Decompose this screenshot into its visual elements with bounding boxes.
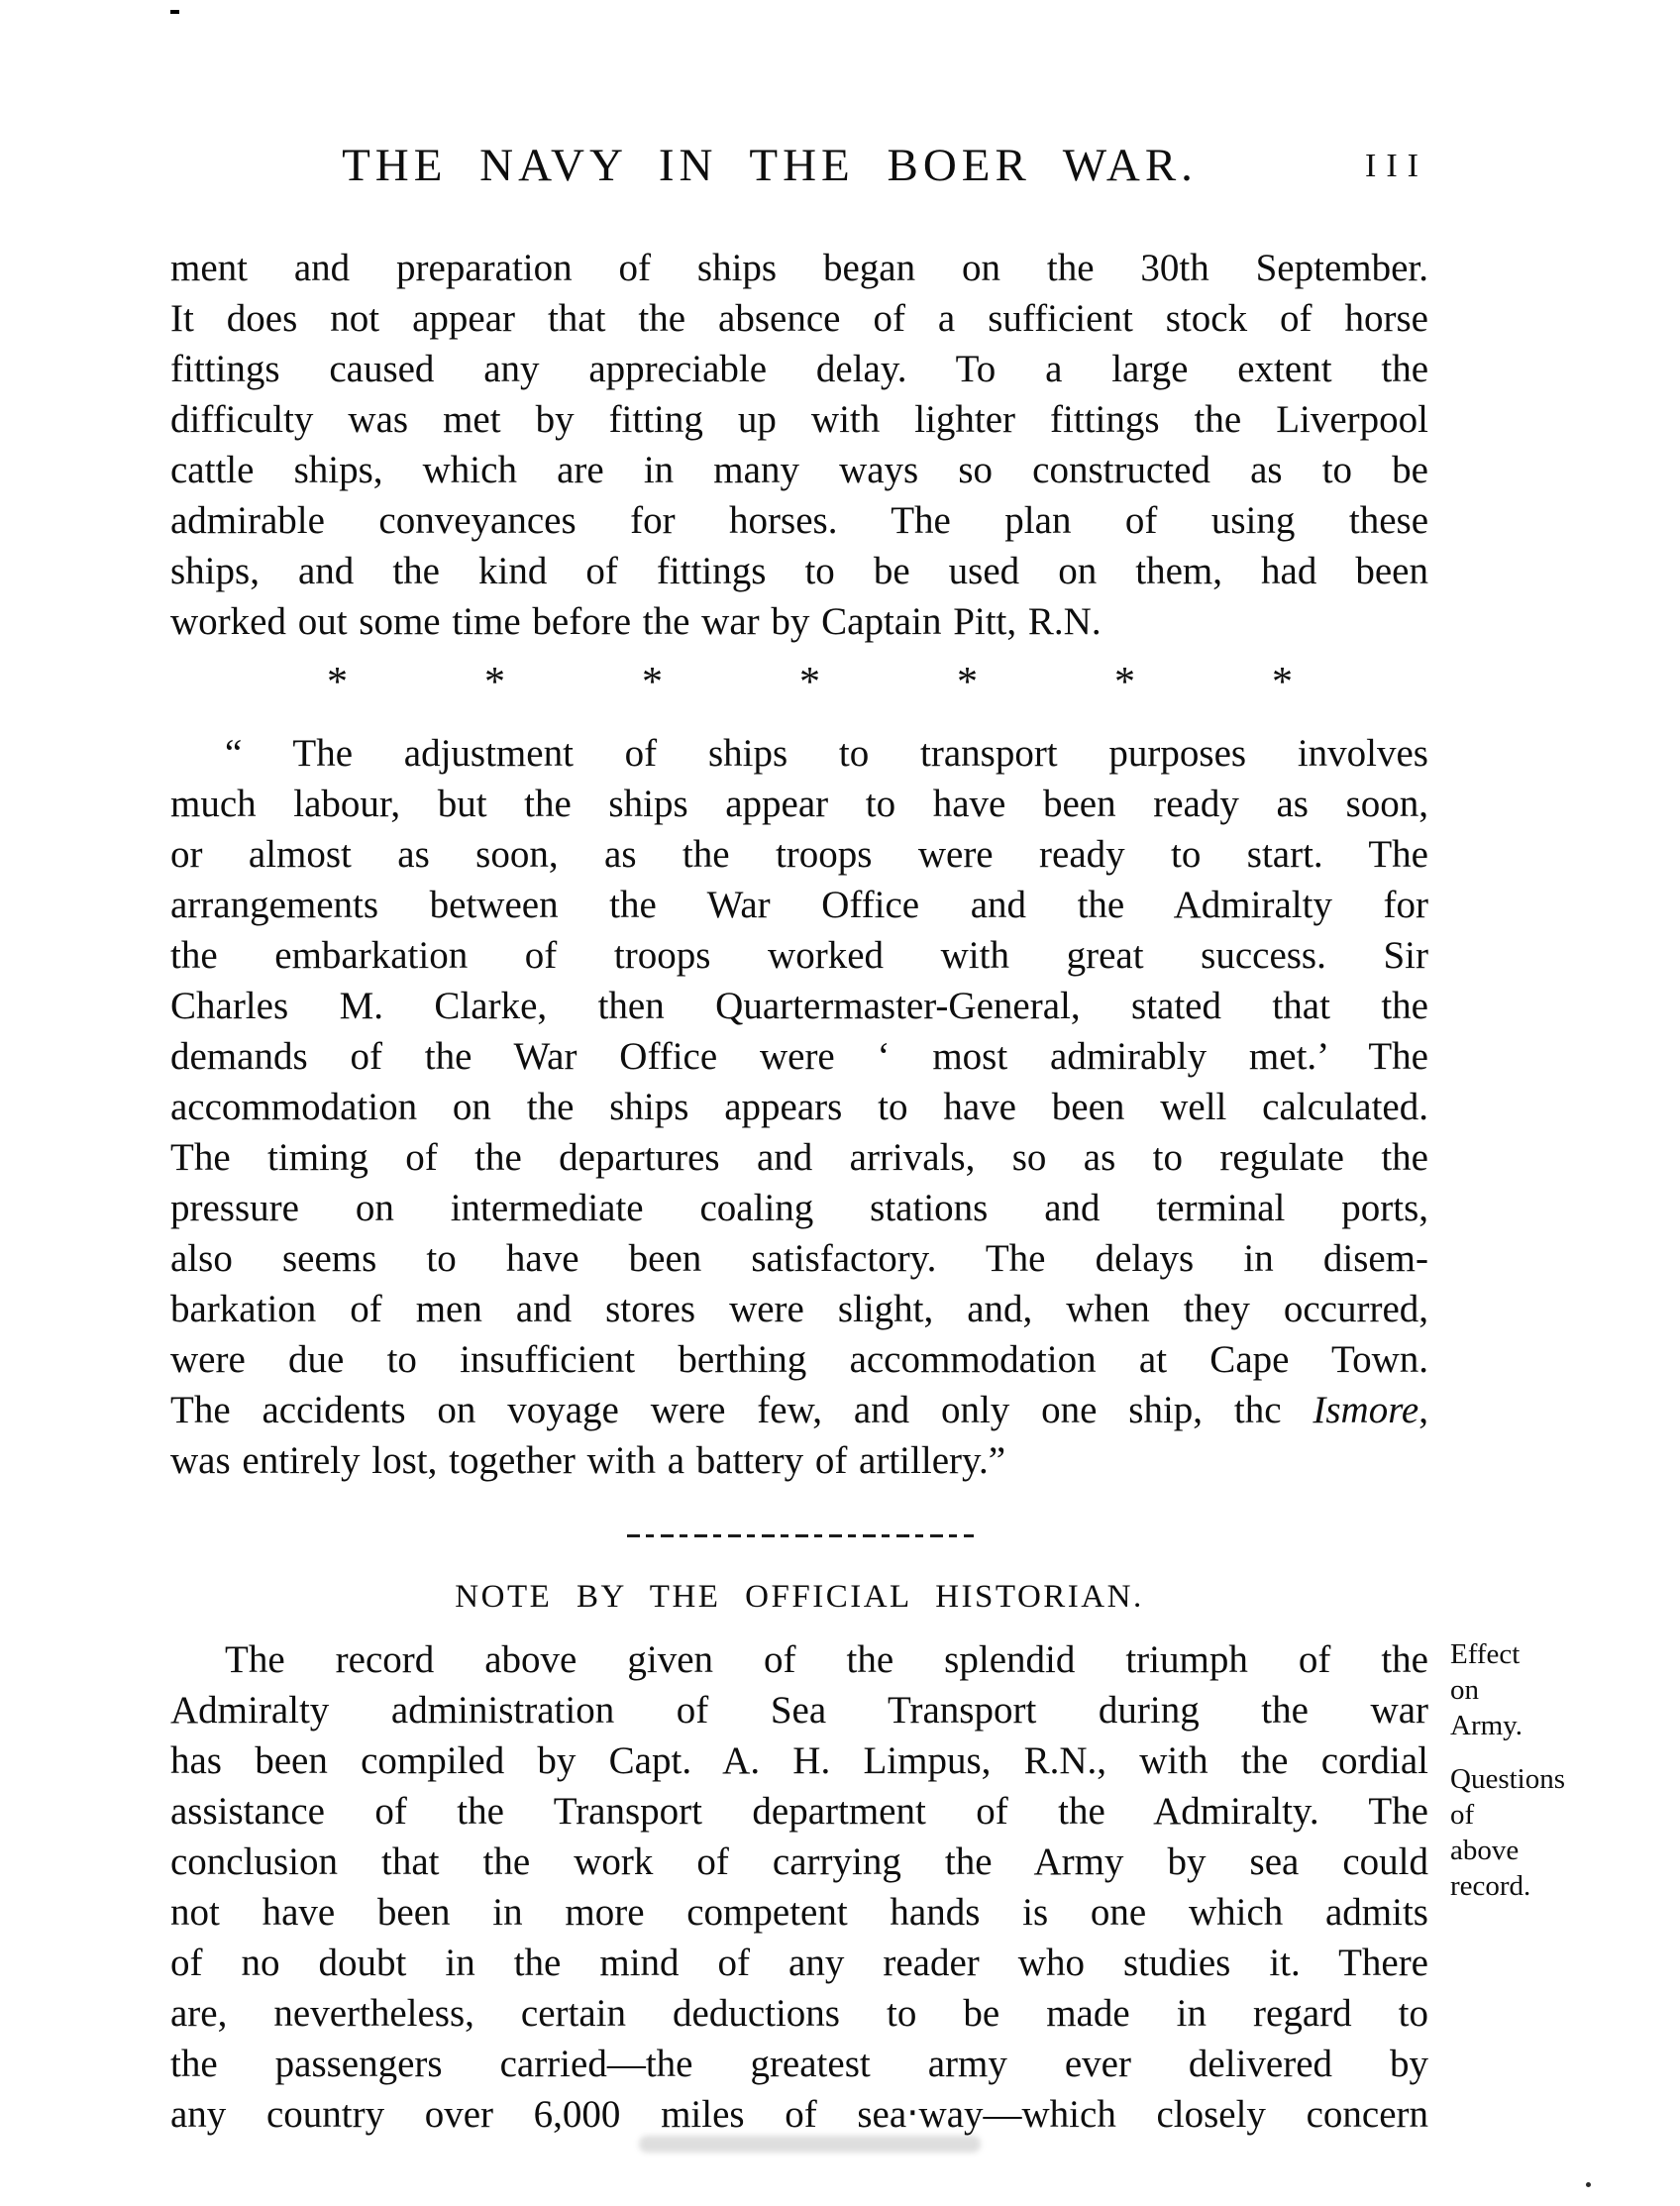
margin-note-line: record.: [1450, 1870, 1531, 1902]
text-line: demands of the War Office were ‘ most admirably met.’ The: [170, 1035, 1428, 1078]
asterisk-icon: *: [799, 660, 820, 705]
margin-note-questions: [1450, 1761, 1673, 1904]
text-line: Charles M. Clarke, then Quartermaster-General, stated that the: [170, 985, 1428, 1027]
text-line: of no doubt in the mind of any reader who studies it. There: [170, 1942, 1428, 1984]
note-heading: NOTE BY THE OFFICIAL HISTORIAN.: [455, 1579, 1144, 1615]
text-line: accommodation on the ships appears to have been well calculated.: [170, 1086, 1428, 1128]
text-line: ships, and the kind of fittings to be used on them, had been: [170, 550, 1428, 592]
text-line-ship-name: [170, 1385, 1428, 1435]
page-title: THE NAVY IN THE BOER WAR.: [342, 140, 1198, 191]
text-segment: The accidents on voyage were few, and only one ship, thc: [170, 1389, 1313, 1431]
asterisk-icon: *: [484, 660, 505, 705]
text-line: assistance of the Transport department of the Admiralty. The: [170, 1790, 1428, 1833]
margin-note-line: on: [1450, 1674, 1479, 1706]
asterisk-icon: *: [1272, 660, 1293, 705]
text-line: The timing of the departures and arrivals, so as to regulate the: [170, 1136, 1428, 1179]
text-line: any country over 6,000 miles of sea‧way—which closely concern: [170, 2093, 1428, 2136]
text-line: the embarkation of troops worked with great success. Sir: [170, 934, 1428, 977]
text-line: or almost as soon, as the troops were ready to start. The: [170, 833, 1428, 876]
section-divider-rule: [627, 1534, 974, 1537]
text-line: the passengers carried—the greatest army ever delivered by: [170, 2043, 1428, 2085]
text-line: “ The adjustment of ships to transport purposes involves: [225, 732, 1428, 775]
scan-artifact: [639, 2136, 981, 2153]
text-line: also seems to have been satisfactory. The delays in disem-: [170, 1237, 1428, 1280]
text-line: difficulty was met by fitting up with lighter fittings the Liverpool: [170, 398, 1428, 441]
margin-note-line: Effect: [1450, 1638, 1521, 1670]
text-line: It does not appear that the absence of a sufficient stock of horse: [170, 297, 1428, 340]
margin-note-line: Questions: [1450, 1763, 1565, 1795]
text-line: were due to insufficient berthing accommodation at Cape Town.: [170, 1338, 1428, 1381]
text-line: arrangements between the War Office and the Admiralty for: [170, 884, 1428, 926]
scan-artifact: [170, 10, 179, 14]
asterisk-separator: [327, 662, 1293, 703]
text-line: was entirely lost, together with a battery of artillery.”: [170, 1439, 1006, 1482]
text-line: fittings caused any appreciable delay. To a large extent the: [170, 348, 1428, 390]
text-line: pressure on intermediate coaling stations and terminal ports,: [170, 1187, 1428, 1229]
margin-note-line: above: [1450, 1835, 1520, 1866]
text-line: not have been in more competent hands is one which admits: [170, 1891, 1428, 1934]
running-header: [170, 139, 1428, 198]
paragraph-transport-quote: [170, 728, 1428, 1486]
asterisk-icon: *: [1114, 660, 1135, 705]
margin-note-line: of: [1450, 1799, 1475, 1831]
text-line: conclusion that the work of carrying the Army by sea could: [170, 1840, 1428, 1883]
page-number: III: [1365, 148, 1428, 184]
asterisk-icon: *: [957, 660, 978, 705]
text-line: ment and preparation of ships began on the 30th September.: [170, 247, 1428, 289]
text-line: barkation of men and stores were slight, and, when they occurred,: [170, 1288, 1428, 1330]
ship-name-italic: Ismore: [1312, 1389, 1419, 1431]
scan-artifact: [1586, 2182, 1591, 2187]
paragraph-official-historian: [170, 1634, 1428, 2140]
text-segment: ,: [1418, 1389, 1428, 1431]
asterisk-icon: *: [327, 660, 348, 705]
text-line: much labour, but the ships appear to have been ready as soon,: [170, 783, 1428, 825]
text-line: has been compiled by Capt. A. H. Limpus, R.N., with the cordial: [170, 1739, 1428, 1782]
text-line: admirable conveyances for horses. The plan of using these: [170, 499, 1428, 542]
text-line: The record above given of the splendid triumph of the: [225, 1638, 1428, 1681]
margin-note-effect-on-army: [1450, 1636, 1673, 1743]
text-line: are, nevertheless, certain deductions to be made in regard to: [170, 1992, 1428, 2035]
paragraph-horse-fittings: [170, 243, 1428, 647]
text-line: worked out some time before the war by Captain Pitt, R.N.: [170, 600, 1102, 643]
text-line: cattle ships, which are in many ways so constructed as to be: [170, 449, 1428, 491]
asterisk-icon: *: [642, 660, 663, 705]
text-line: Admiralty administration of Sea Transport during the war: [170, 1689, 1428, 1732]
margin-note-line: Army.: [1450, 1710, 1523, 1741]
